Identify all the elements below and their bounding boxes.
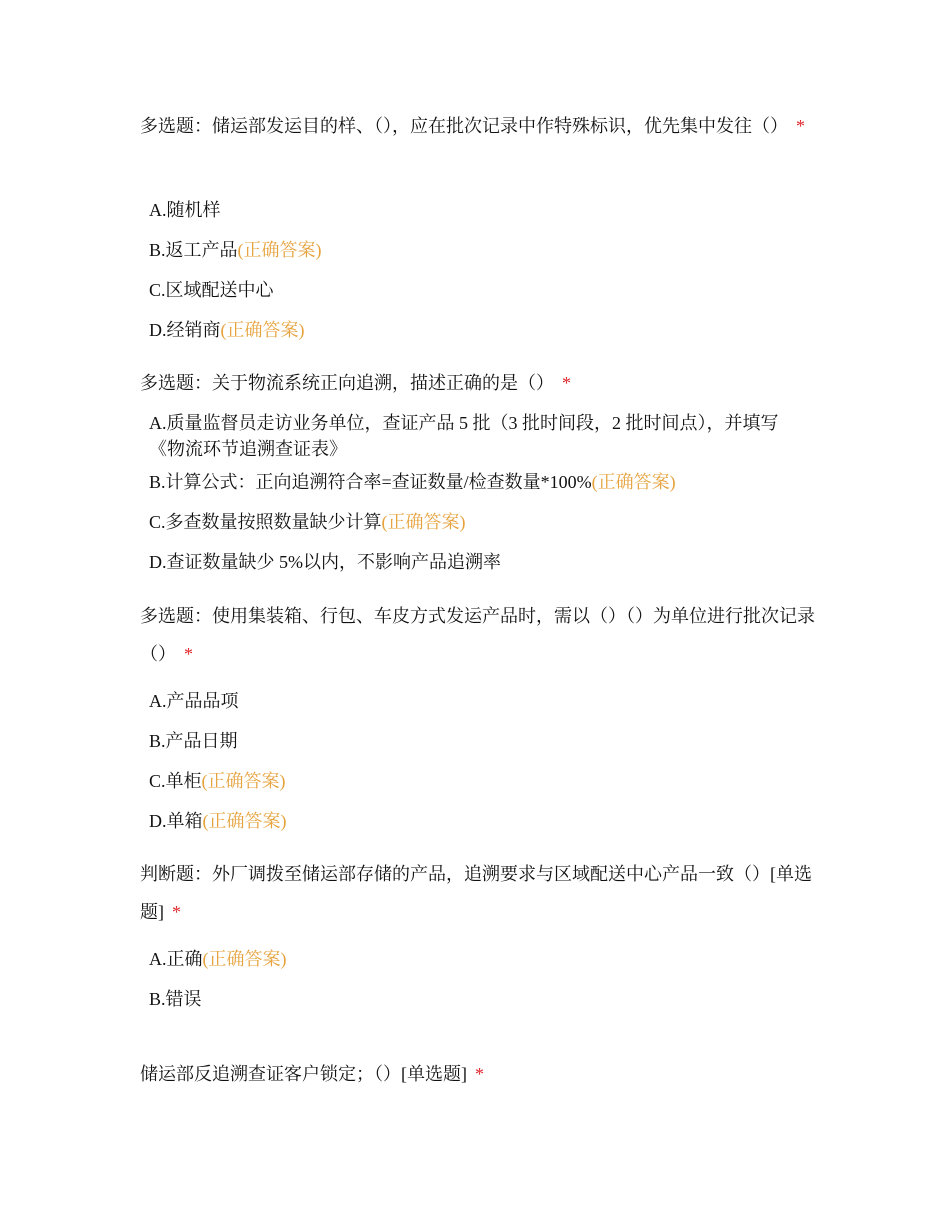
required-mark: * — [796, 116, 805, 136]
option-1c[interactable]: C.区域配送中心 — [149, 280, 274, 300]
correct-answer-tag: (正确答案) — [381, 512, 466, 532]
question-3 — [140, 597, 820, 673]
option-1b[interactable]: B.返工产品(正确答案) — [149, 240, 322, 260]
option-2c[interactable]: C.多查数量按照数量缺少计算(正确答案) — [149, 512, 466, 532]
option-1a[interactable]: A.随机样 — [149, 200, 221, 220]
correct-answer-tag: (正确答案) — [202, 811, 287, 831]
required-mark: * — [172, 902, 181, 922]
correct-answer-tag: (正确答案) — [201, 771, 286, 791]
question-title: 多选题：关于物流系统正向追溯，描述正确的是（） * — [140, 373, 571, 393]
option-2b[interactable]: B.计算公式：正向追溯符合率=查证数量/检查数量*100%(正确答案) — [149, 472, 676, 492]
question-title: 多选题：储运部发运目的样、（），应在批次记录中作特殊标识，优先集中发往（） * — [140, 116, 805, 136]
correct-answer-tag: (正确答案) — [202, 949, 287, 969]
option-4a[interactable]: A.正确(正确答案) — [149, 949, 287, 969]
option-3c[interactable]: C.单柜(正确答案) — [149, 771, 286, 791]
option-3a[interactable]: A.产品品项 — [149, 691, 239, 711]
question-1 — [140, 107, 820, 145]
option-3b[interactable]: B.产品日期 — [149, 731, 238, 751]
question-title: 多选题：使用集装箱、行包、车皮方式发运产品时，需以（）（）为单位进行批次记录（） * — [140, 606, 815, 664]
option-2a[interactable]: A.质量监督员走访业务单位，查证产品 5 批（3 批时间段，2 批时间点），并填写《物流环节追溯查证表》 — [149, 413, 779, 459]
correct-answer-tag: (正确答案) — [220, 320, 305, 340]
option-1d[interactable]: D.经销商(正确答案) — [149, 320, 305, 340]
correct-answer-tag: (正确答案) — [237, 240, 322, 260]
question-title: 储运部反追溯查证客户锁定；（）[单选题] * — [140, 1064, 484, 1084]
required-mark: * — [562, 373, 571, 393]
question-2 — [140, 364, 820, 402]
required-mark: * — [475, 1064, 484, 1084]
option-4b[interactable]: B.错误 — [149, 989, 202, 1009]
correct-answer-tag: (正确答案) — [591, 472, 676, 492]
question-4 — [140, 855, 820, 931]
option-3d[interactable]: D.单箱(正确答案) — [149, 811, 287, 831]
required-mark: * — [184, 644, 193, 664]
question-title: 判断题：外厂调拨至储运部存储的产品，追溯要求与区域配送中心产品一致（）[单选题] * — [140, 864, 812, 922]
option-2d[interactable]: D.查证数量缺少 5%以内，不影响产品追溯率 — [149, 552, 501, 572]
question-5 — [140, 1055, 820, 1093]
